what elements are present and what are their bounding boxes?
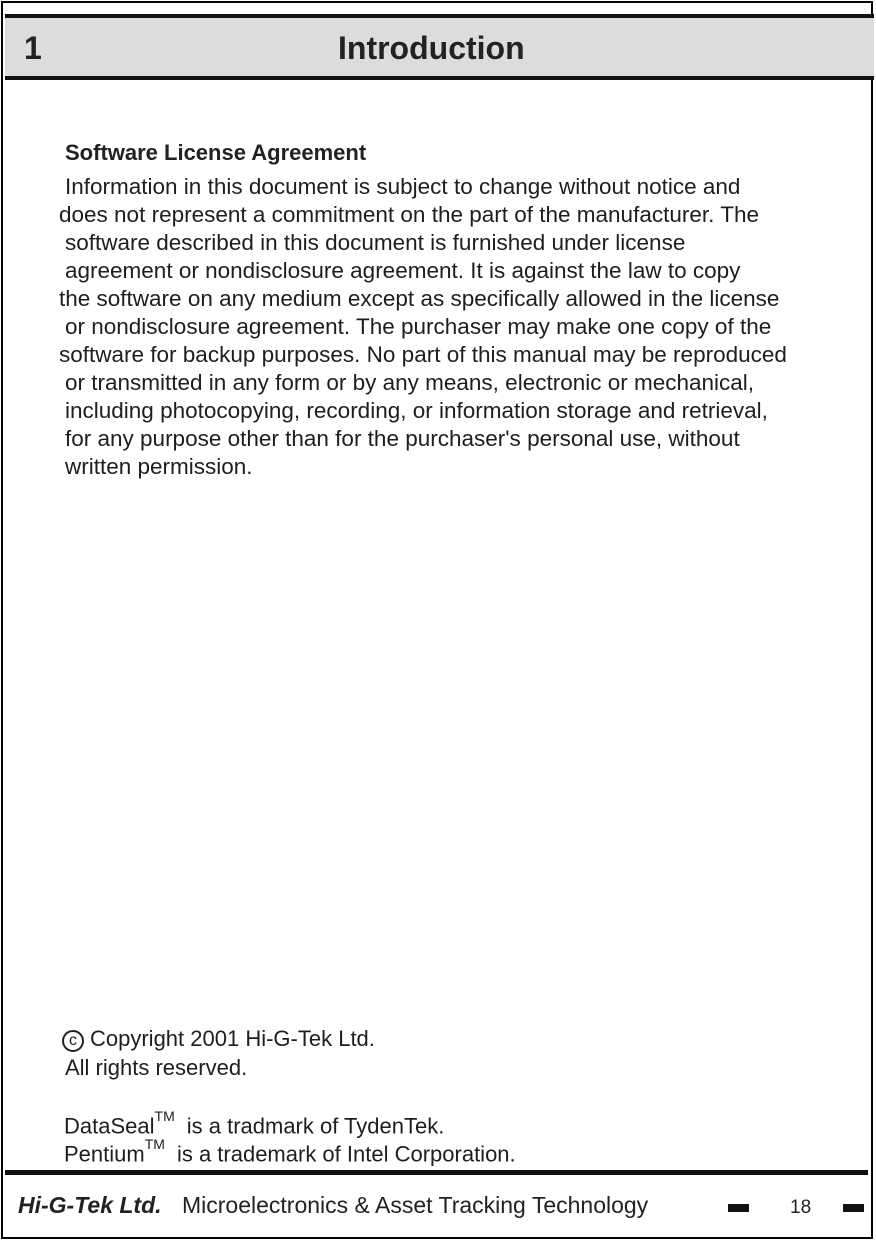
trademark-mark: TM <box>154 1108 175 1124</box>
footer-rule <box>5 1170 868 1175</box>
paragraph-line: including photocopying, recording, or information storage and retrieval, <box>65 398 768 423</box>
paragraph-line: agreement or nondisclosure agreement. It is against the law to copy <box>65 258 741 283</box>
paragraph-line: software described in this document is furnished under license <box>65 230 686 255</box>
paragraph-line: Information in this document is subject to change without notice and <box>65 174 741 199</box>
chapter-number: 1 <box>24 30 42 66</box>
trademark-name: DataSeal <box>64 1113 155 1139</box>
copyright-text: Copyright 2001 Hi-G-Tek Ltd. <box>90 1026 375 1051</box>
paragraph-line: software for backup purposes. No part of this manual may be reproduced <box>59 342 787 367</box>
paragraph-line: does not represent a commitment on the part of the manufacturer. The <box>59 202 759 227</box>
paragraph-line: written permission. <box>65 454 253 479</box>
copyright-line <box>62 1026 375 1052</box>
trademark-text: is a tradmark of TydenTek. <box>186 1113 445 1139</box>
paragraph-line: for any purpose other than for the purchaser's personal use, without <box>65 426 740 451</box>
footer-dash-right <box>843 1204 864 1212</box>
footer-tagline: Microelectronics & Asset Tracking Technology <box>182 1192 649 1218</box>
copyright-icon: c <box>62 1030 84 1052</box>
trademark-name: Pentium <box>64 1141 145 1167</box>
footer-dash-left <box>728 1204 749 1212</box>
section-heading: Software License Agreement <box>65 140 367 165</box>
rights-reserved: All rights reserved. <box>65 1055 248 1080</box>
trademark-mark: TM <box>144 1136 165 1152</box>
trademark-line <box>64 1136 516 1167</box>
trademark-text: is a trademark of Intel Corporation. <box>176 1141 516 1167</box>
trademark-line <box>64 1108 445 1139</box>
page-number: 18 <box>790 1197 812 1218</box>
chapter-title: Introduction <box>338 30 525 66</box>
paragraph-line: or nondisclosure agreement. The purchaser may make one copy of the <box>65 314 772 339</box>
paragraph-line: or transmitted in any form or by any means, electronic or mechanical, <box>65 370 755 395</box>
paragraph-line: the software on any medium except as specifically allowed in the license <box>59 286 780 311</box>
footer-company: Hi-G-Tek Ltd. <box>18 1192 162 1218</box>
